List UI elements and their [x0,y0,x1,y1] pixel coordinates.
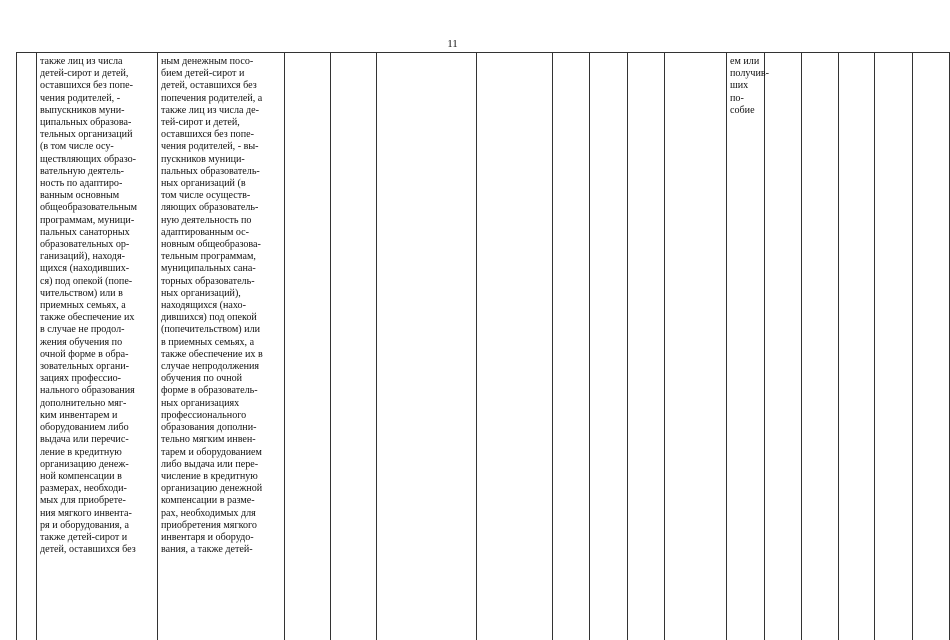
table-cell [913,53,950,640]
table-cell: ем или получив- ших по- собие [727,53,765,640]
table-cell [802,53,839,640]
table-cell [590,53,628,640]
table-cell-unit [665,53,727,640]
table-cell [553,53,590,640]
page-number: 11 [447,38,458,50]
table-row [17,53,950,640]
table-cell [377,53,477,640]
table-cell-number [17,53,37,640]
table-cell [628,53,665,640]
table-cell [875,53,913,640]
table-cell-description: также лиц из числа детей-сирот и детей, оставшихся без попе- чения родителей, - выпускников муни- ципальных образова- тельных организаций (в том числе осу- ществляющих образо- вательную деятель- ность по адаптиро- ванным основным общеобразовательным программам, муници- пальных санаторных образовательных ор- ганизаций), находя- щихся (находивших- ся) под опекой (попе- чительством) или в приемных семьях, а также обеспечение их в случае не продол- жения обучения по очной форме в обра- зовательных органи- зациях профессио- нального образования дополнительно мяг- ким инвентарем и оборудованием либо выдача или перечис- ление в кредитную организацию денеж- ной компенсации в размерах, необходи- мых для приобрете- ния мягкого инвента- ря и оборудования, а также детей-сирот и детей, оставшихся без [37,53,158,640]
document-table [16,52,950,640]
table-cell [331,53,377,640]
table-cell [477,53,553,640]
table-cell [765,53,802,640]
table-cell [839,53,875,640]
table-cell-description-2: ным денежным посо- бием детей-сирот и детей, оставшихся без попечения родителей, а также лиц из числа де- тей-сирот и детей, оставшихся без попе- чения родителей, - вы- пускников муници- пальных образователь- ных организаций (в том числе осуществ- ляющих образователь- ную деятельность по адаптированным ос- новным общеобразова- тельным программам, муниципальных сана- торных образователь- ных организаций), находящихся (нахо- дившихся) под опекой (попечительством) или в приемных семьях, а также обеспечение их в случае непродолжения обучения по очной форме в образователь- ных организациях профессионального образования дополни- тельно мягким инвен- тарем и оборудованием либо выдача или пере- числение в кредитную организацию денежной компенсации в разме- рах, необходимых для приобретения мягкого инвентаря и оборудо- вания, а также детей- [158,53,285,640]
table-cell [285,53,331,640]
